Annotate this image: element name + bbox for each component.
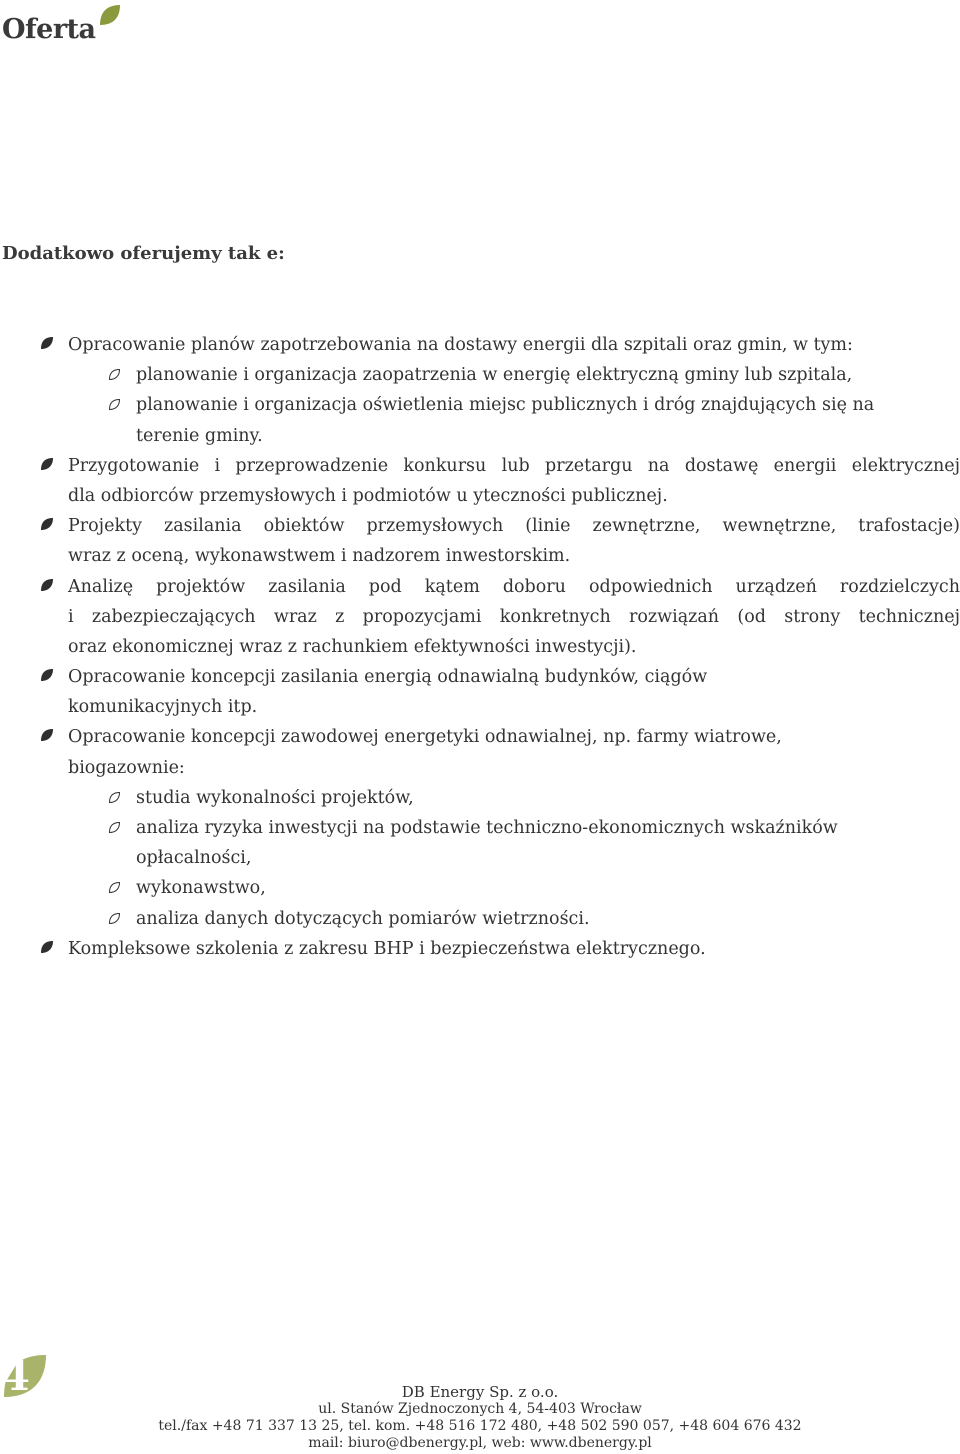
footer — [0, 1384, 960, 1452]
sub-list-item — [0, 390, 960, 450]
list-item — [0, 722, 960, 782]
sub-list-item-text: wykonawstwo, — [136, 878, 266, 899]
list-item-text: i zabezpieczających wraz z propozycjami konkretnych rozwiązań (od strony technicznej — [68, 606, 960, 627]
list-item-text: Projekty zasilania obiektów przemysłowych (linie zewnętrzne, wewnętrzne, trafostacje) — [68, 516, 960, 537]
leaf-bullet-icon — [40, 336, 54, 350]
page-number: 4 — [2, 1353, 30, 1400]
leaf-outline-bullet-icon — [108, 912, 121, 925]
sub-list-item-text: analiza danych dotyczących pomiarów wietrzności. — [136, 908, 590, 929]
offer-list — [0, 330, 960, 964]
leaf-bullet-icon — [40, 940, 54, 954]
footer-contact: mail: biuro@dbenergy.pl, web: www.dbenergy.pl — [308, 1435, 652, 1451]
section-subtitle: Dodatkowo oferujemy tak e: — [2, 243, 285, 264]
leaf-bullet-icon — [40, 578, 54, 592]
list-item-text: Analizę projektów zasilania pod kątem doboru odpowiednich urządzeń rozdzielczych — [68, 576, 960, 597]
list-item-text: oraz ekonomicznej wraz z rachunkiem efektywności inwestycji). — [68, 636, 637, 657]
leaf-icon — [98, 3, 122, 27]
leaf-bullet-icon — [40, 517, 54, 531]
list-item-text: komunikacyjnych itp. — [68, 697, 258, 718]
leaf-bullet-icon — [40, 728, 54, 742]
sub-list-item — [0, 783, 960, 813]
list-item-text: biogazownie: — [68, 757, 185, 778]
sub-list-item — [0, 813, 960, 873]
leaf-outline-bullet-icon — [108, 791, 121, 804]
list-item-text: Opracowanie planów zapotrzebowania na dostawy energii dla szpitali oraz gmin, w tym: — [68, 335, 853, 355]
list-item — [0, 934, 960, 964]
footer-address: ul. Stanów Zjednoczonych 4, 54-403 Wrocław — [318, 1401, 642, 1417]
list-item — [0, 511, 960, 571]
sub-list-item-text: studia wykonalności projektów, — [136, 787, 414, 808]
sub-list-item-text: analiza ryzyka inwestycji na podstawie techniczno-ekonomicznych wskaźników — [136, 818, 838, 838]
list-item-text: Opracowanie koncepcji zawodowej energetyki odnawialnej, np. farmy wiatrowe, — [68, 727, 782, 748]
list-item-text: Przygotowanie i przeprowadzenie konkursu lub przetargu na dostawę energii elektrycznej — [68, 455, 960, 476]
leaf-outline-bullet-icon — [108, 368, 121, 381]
leaf-outline-bullet-icon — [108, 398, 121, 411]
list-item-text: Opracowanie koncepcji zasilania energią odnawialną budynków, ciągów — [68, 667, 708, 688]
sub-list-item — [0, 873, 960, 903]
page-title: Oferta — [2, 14, 96, 45]
sub-list-item — [0, 904, 960, 934]
page-header — [0, 0, 960, 60]
list-item-text: Kompleksowe szkolenia z zakresu BHP i bezpieczeństwa elektrycznego. — [68, 938, 706, 959]
list-item — [0, 330, 960, 360]
footer-phones: tel./fax +48 71 337 13 25, tel. kom. +48 516 172 480, +48 502 590 057, +48 604 676 432 — [158, 1418, 802, 1434]
list-item — [0, 572, 960, 663]
list-item-text: wraz z oceną, wykonawstwem i nadzorem inwestorskim. — [68, 546, 571, 567]
sub-list-item-text: opłacalności, — [136, 848, 252, 869]
list-item — [0, 451, 960, 511]
leaf-outline-bullet-icon — [108, 821, 121, 834]
leaf-outline-bullet-icon — [108, 881, 121, 894]
sub-list-item-text: terenie gminy. — [136, 425, 263, 446]
list-item — [0, 662, 960, 722]
footer-company: DB Energy Sp. z o.o. — [401, 1383, 559, 1401]
leaf-bullet-icon — [40, 457, 54, 471]
sub-list-item-text: planowanie i organizacja zaopatrzenia w energię elektryczną gminy lub szpitala, — [136, 365, 853, 386]
sub-list-item — [0, 360, 960, 390]
leaf-bullet-icon — [40, 668, 54, 682]
sub-list-item-text: planowanie i organizacja oświetlenia miejsc publicznych i dróg znajdujących się na — [136, 395, 875, 416]
list-item-text: dla odbiorców przemysłowych i podmiotów u yteczności publicznej. — [68, 485, 668, 506]
